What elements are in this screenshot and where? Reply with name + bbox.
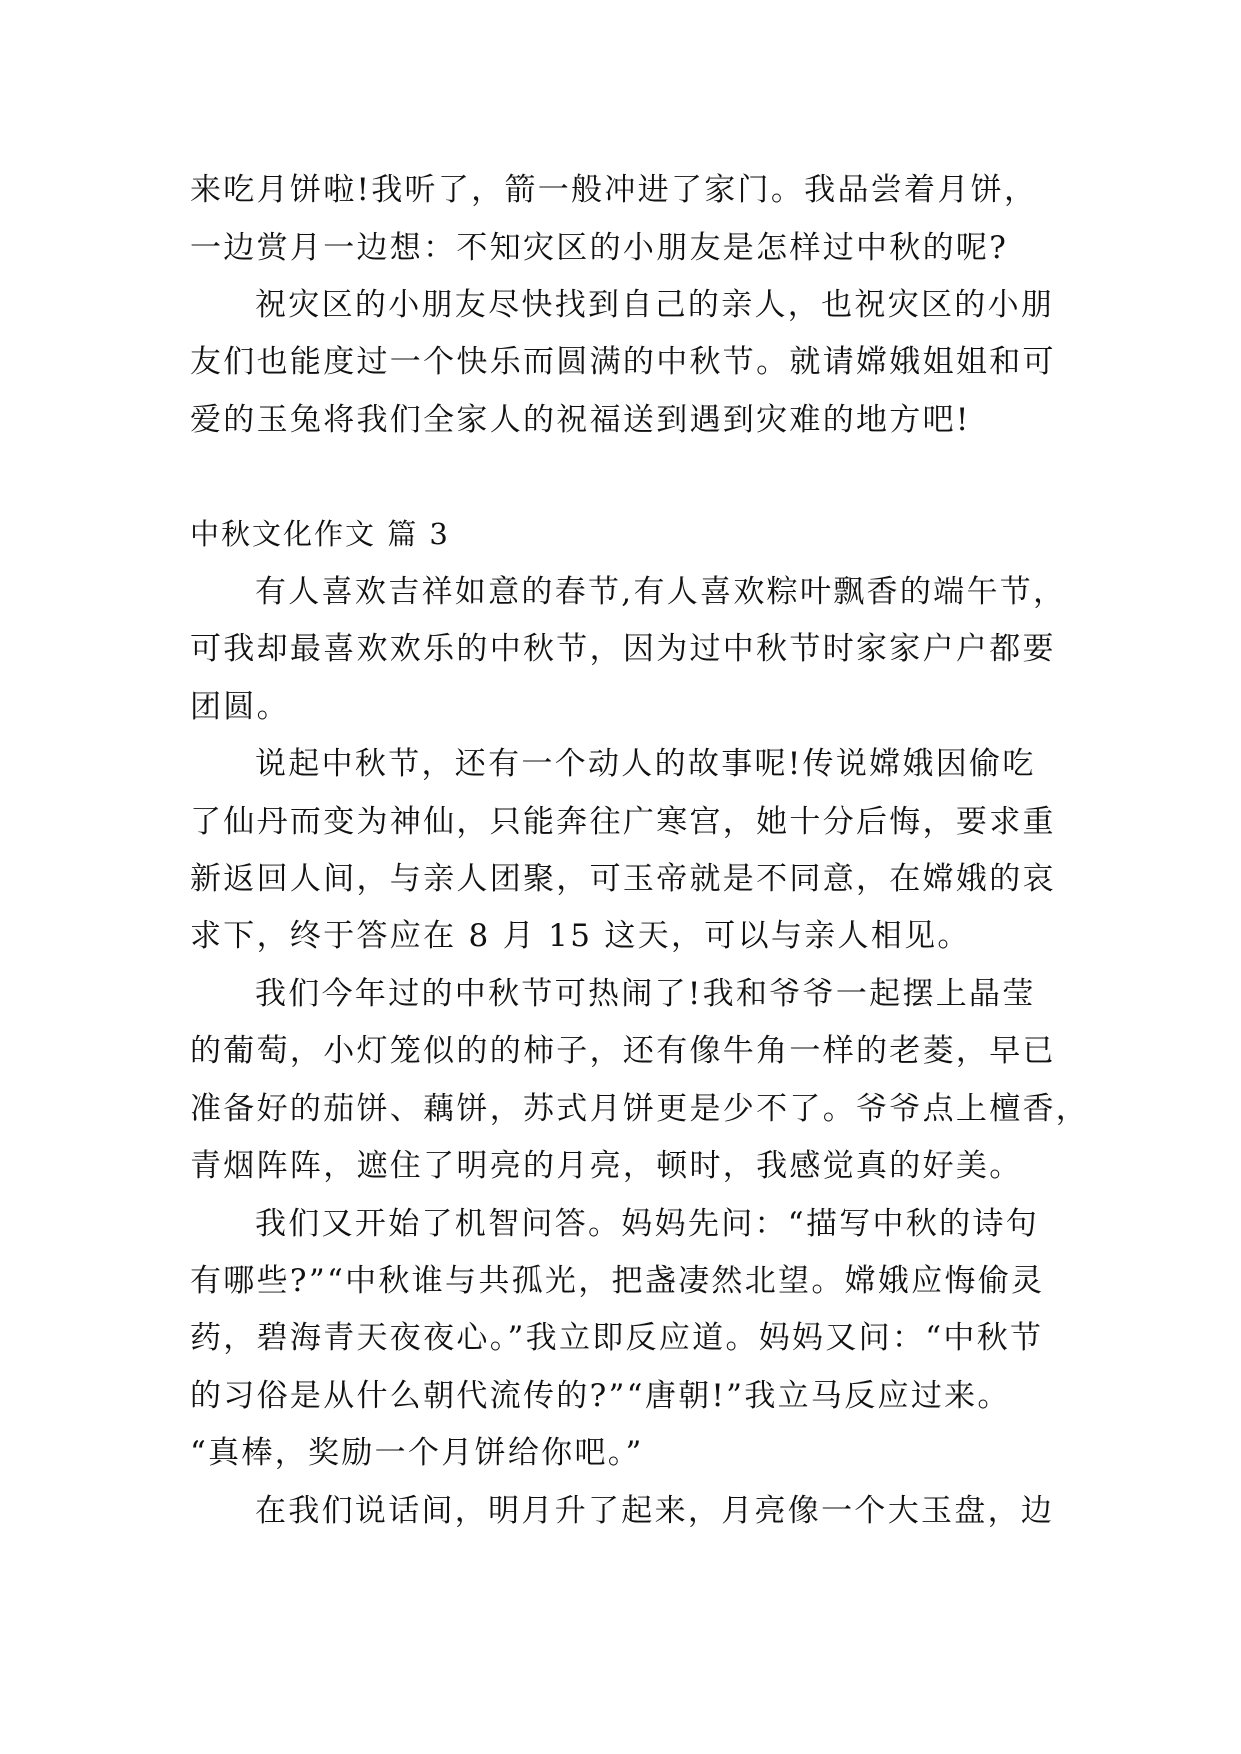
text-line: 来吃月饼啦!我听了，箭一般冲进了家门。我品尝着月饼，: [190, 172, 1038, 208]
text-line: 的习俗是从什么朝代流传的?”“唐朝!”我立马反应过来。: [190, 1378, 1011, 1414]
text-line: 的葡萄，小灯笼似的的柿子，还有像牛角一样的老菱，早已: [190, 1033, 1056, 1069]
text-line: 团圆。: [190, 689, 290, 725]
paragraph-first-line: 有人喜欢吉祥如意的春节,有人喜欢粽叶飘香的端午节，: [255, 574, 1067, 610]
paragraph-first-line: 我们今年过的中秋节可热闹了!我和爷爷一起摆上晶莹: [255, 976, 1036, 1012]
text-line: 爱的玉兔将我们全家人的祝福送到遇到灾难的地方吧!: [190, 402, 971, 438]
text-line: 可我却最喜欢欢乐的中秋节，因为过中秋节时家家户户都要: [190, 631, 1056, 667]
paragraph-first-line: 祝灾区的小朋友尽快找到自己的亲人，也祝灾区的小朋: [255, 287, 1055, 323]
text-line: 准备好的茄饼、藕饼，苏式月饼更是少不了。爷爷点上檀香，: [190, 1091, 1090, 1127]
paragraph-first-line: 说起中秋节，还有一个动人的故事呢!传说嫦娥因偷吃: [255, 746, 1036, 782]
text-line: 青烟阵阵，遮住了明亮的月亮，顿时，我感觉真的好美。: [190, 1148, 1023, 1184]
text-line: 友们也能度过一个快乐而圆满的中秋节。就请嫦娥姐姐和可: [190, 344, 1056, 380]
text-line: 新返回人间，与亲人团聚，可玉帝就是不同意，在嫦娥的哀: [190, 861, 1056, 897]
text-line: 求下，终于答应在 8 月 15 这天，可以与亲人相见。: [190, 918, 971, 954]
text-line: 了仙丹而变为神仙，只能奔往广寒宫，她十分后悔，要求重: [190, 804, 1056, 840]
paragraph-first-line: 在我们说话间，明月升了起来，月亮像一个大玉盘，边: [255, 1493, 1055, 1529]
section-heading: 中秋文化作文 篇 3: [190, 517, 450, 551]
text-line: 一边赏月一边想：不知灾区的小朋友是怎样过中秋的呢?: [190, 230, 1009, 266]
text-line: 药，碧海青天夜夜心。”我立即反应道。妈妈又问：“中秋节: [190, 1320, 1044, 1356]
paragraph-first-line: 我们又开始了机智问答。妈妈先问：“描写中秋的诗句: [255, 1206, 1040, 1242]
text-line: 有哪些?”“中秋谁与共孤光，把盏凄然北望。嫦娥应悔偷灵: [190, 1263, 1045, 1299]
text-line: “真棒，奖励一个月饼给你吧。”: [190, 1435, 644, 1471]
